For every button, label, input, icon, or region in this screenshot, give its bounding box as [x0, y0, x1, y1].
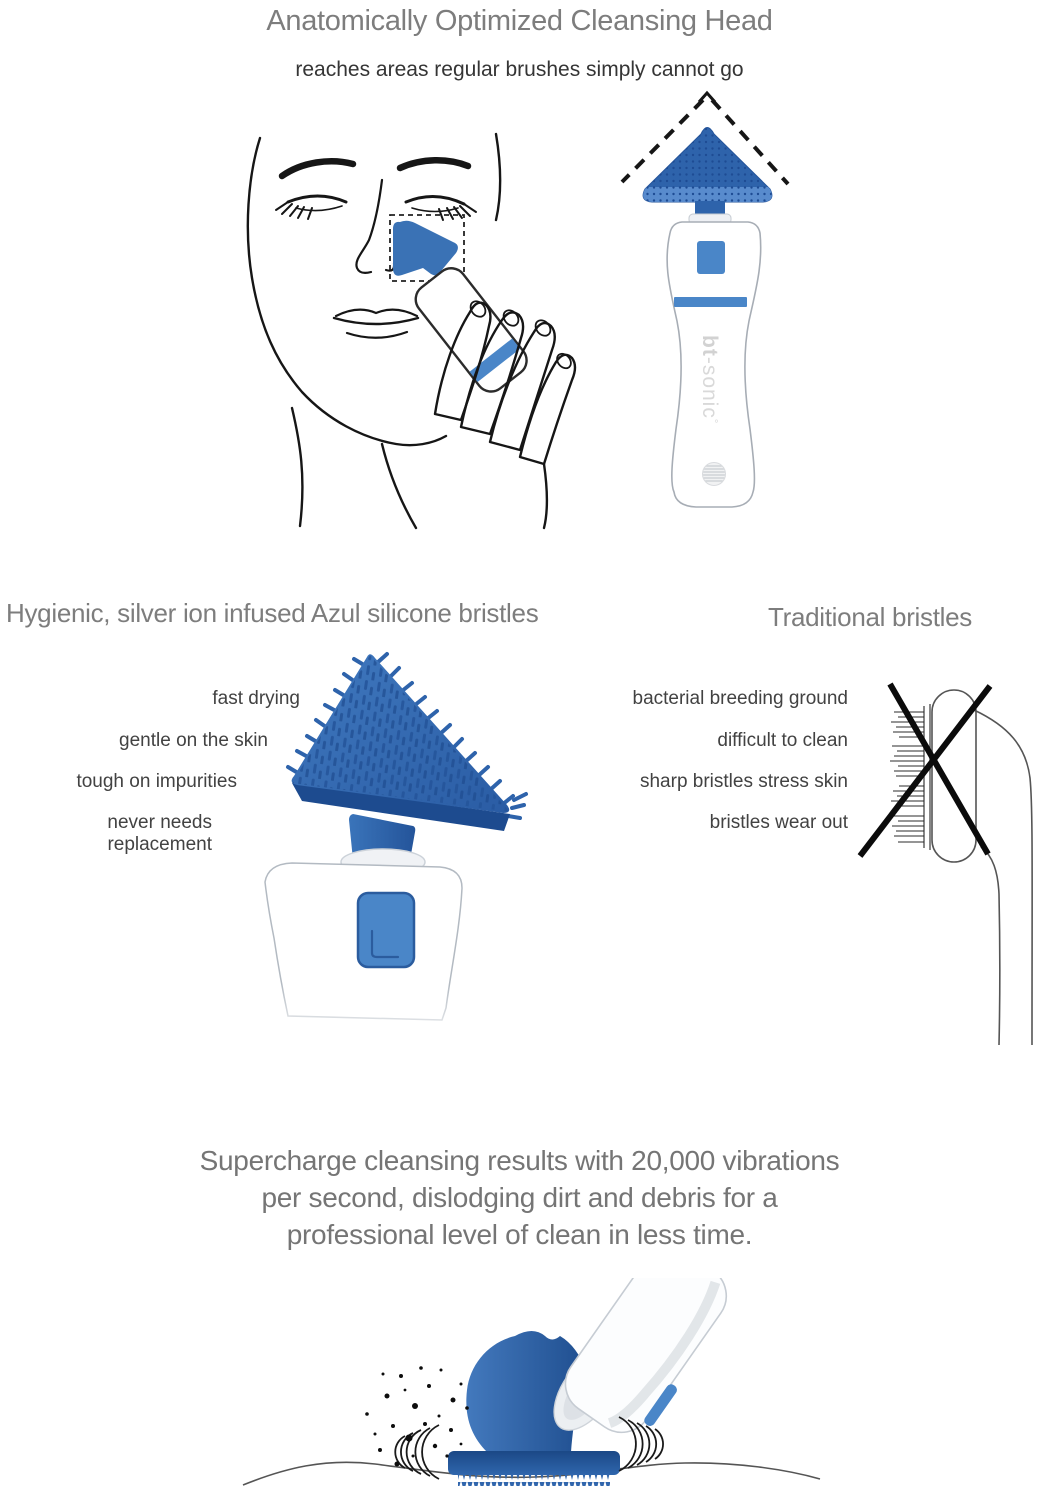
vibration-line: Supercharge cleansing results with 20,000 vibrations	[199, 1145, 840, 1176]
device-front-illustration	[600, 88, 830, 520]
vibration-line: professional level of clean in less time.	[286, 1219, 753, 1250]
traditional-drawback: bristles wear out	[709, 812, 848, 833]
traditional-drawback: difficult to clean	[717, 730, 848, 751]
azul-heading: Hygienic, silver ion infused Azul silicone bristles	[6, 598, 539, 628]
vibration-copy	[0, 1142, 1039, 1253]
azul-feature: gentle on the skin	[119, 730, 268, 751]
face-cleansing-illustration	[230, 112, 610, 532]
page-title: Anatomically Optimized Cleansing Head	[266, 5, 773, 37]
vibration-line: per second, dislodging dirt and debris for a	[261, 1182, 778, 1213]
page-subtitle: reaches areas regular brushes simply cannot go	[295, 58, 744, 81]
silicone-head	[292, 654, 510, 831]
power-button	[697, 241, 725, 274]
toothbrush-illustration	[840, 640, 1039, 1045]
azul-feature: never needs replacement	[107, 812, 212, 855]
brush-bristles	[458, 1474, 610, 1486]
device-band	[674, 297, 747, 307]
azul-feature: fast drying	[212, 688, 300, 709]
brush-handle	[974, 710, 1032, 1045]
azul-feature: tough on impurities	[76, 771, 237, 792]
eyebrows	[282, 160, 468, 176]
traditional-drawback: sharp bristles stress skin	[639, 771, 848, 792]
cleansing-head-triangle	[639, 128, 779, 204]
brand-label: bt-sonic°	[698, 335, 721, 425]
power-button	[358, 893, 414, 967]
brush-base	[448, 1451, 620, 1475]
nose	[356, 180, 394, 273]
azul-brush-illustration	[250, 648, 580, 1050]
lips	[334, 310, 418, 338]
handheld-device	[410, 262, 533, 397]
traditional-drawback: bacterial breeding ground	[632, 688, 848, 709]
vibration-illustration	[215, 1278, 855, 1500]
head-neck	[695, 201, 725, 214]
traditional-heading: Traditional bristles	[767, 602, 972, 632]
